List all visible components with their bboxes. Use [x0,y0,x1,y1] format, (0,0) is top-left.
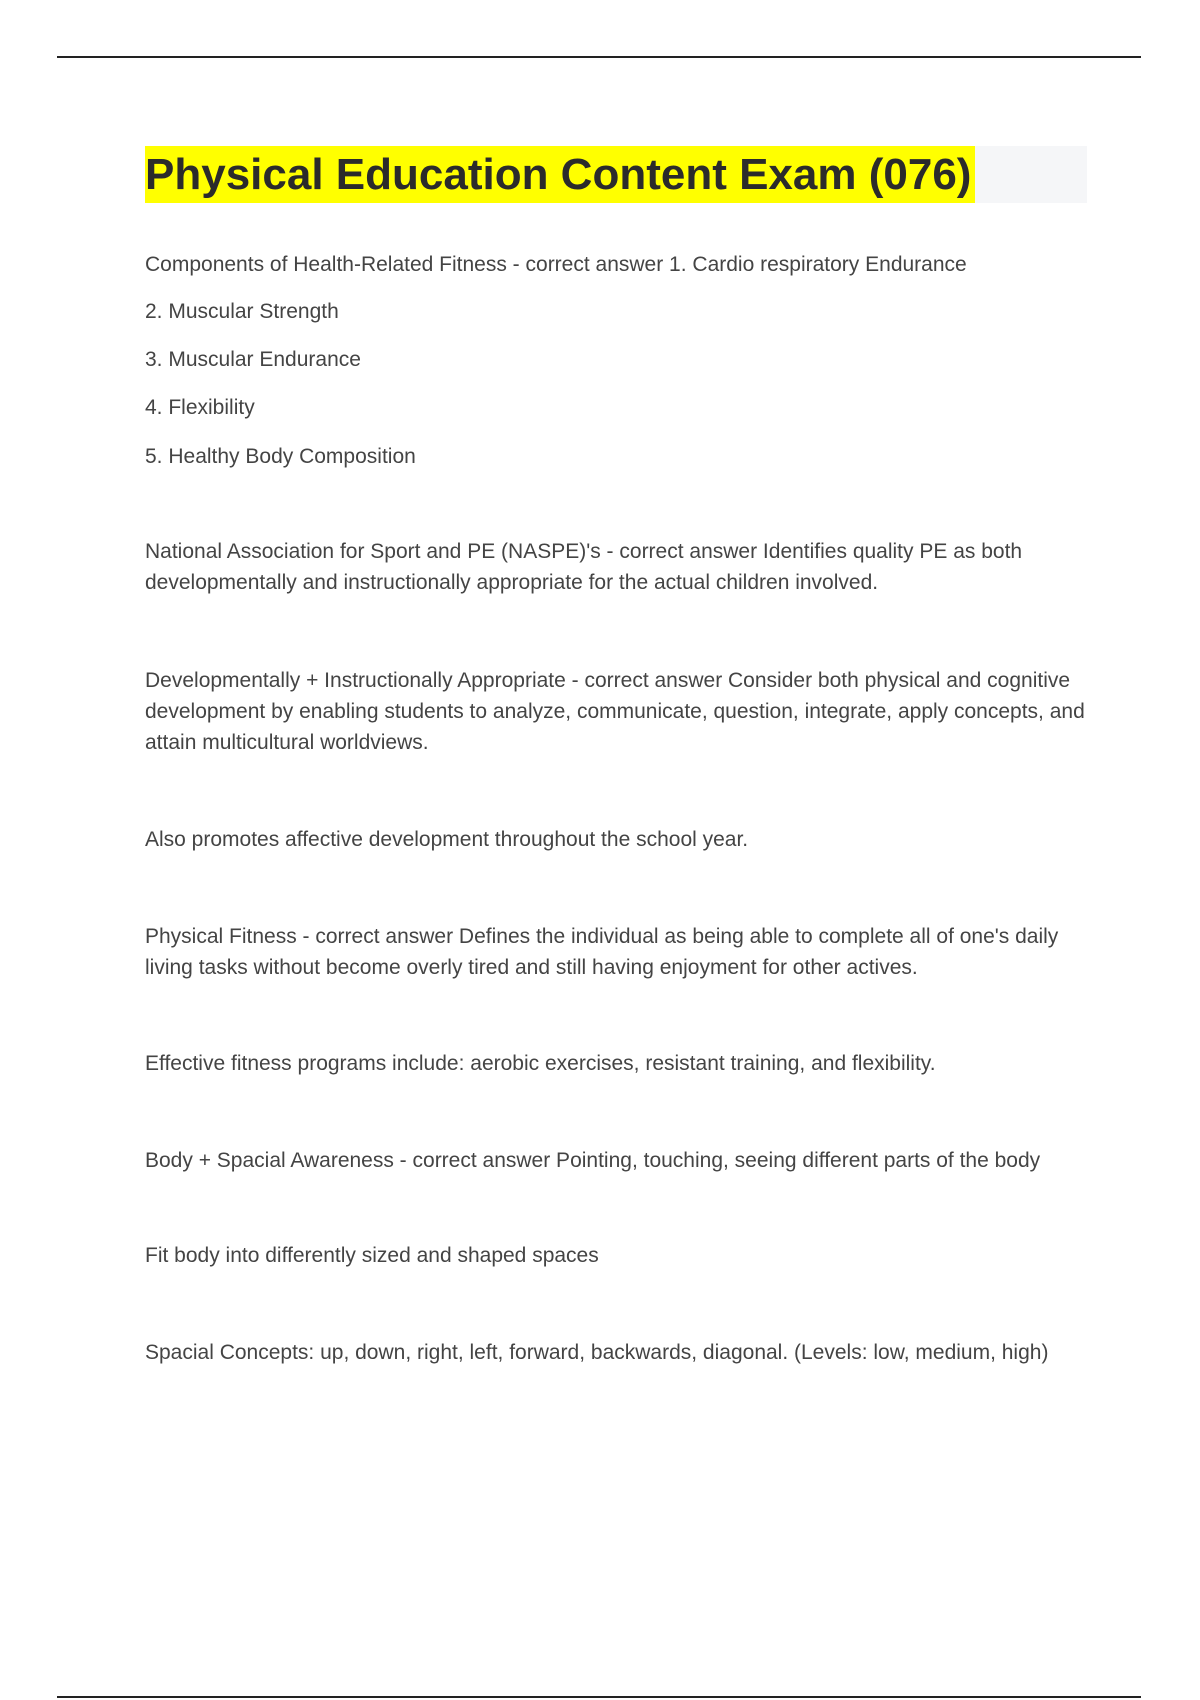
list-item: 2. Muscular Strength [145,300,339,323]
paragraph: Components of Health-Related Fitness - correct answer 1. Cardio respiratory Endurance [145,253,967,276]
document-title: Physical Education Content Exam (076) [145,146,975,203]
list-item: 5. Healthy Body Composition [145,445,416,468]
list-item: 4. Flexibility [145,396,255,419]
list-item: 3. Muscular Endurance [145,348,361,371]
paragraph: Effective fitness programs include: aerobic exercises, resistant training, and flexibility. [145,1052,936,1075]
footer-rule [57,1696,1141,1698]
paragraph: Physical Fitness - correct answer Defines the individual as being able to complete all of one's daily living tasks without become overly tired and still having enjoyment for other actives. [145,925,1059,979]
paragraph: Also promotes affective development throughout the school year. [145,828,749,851]
paragraph: Developmentally + Instructionally Appropriate - correct answer Consider both physical and cognitive development by enabling students to analyze, communicate, question, integrate, apply concepts, and attain multicultural worldviews. [145,669,1085,754]
paragraph: Body + Spacial Awareness - correct answer Pointing, touching, seeing different parts of the body [145,1149,1041,1172]
paragraph: National Association for Sport and PE (NASPE)'s - correct answer Identifies quality PE as both developmentally and instructionally appropriate for the actual children involved. [145,540,1023,594]
paragraph: Fit body into differently sized and shaped spaces [145,1244,599,1267]
paragraph: Spacial Concepts: up, down, right, left, forward, backwards, diagonal. (Levels: low, medium, high) [145,1341,1049,1364]
header-rule [57,56,1141,58]
